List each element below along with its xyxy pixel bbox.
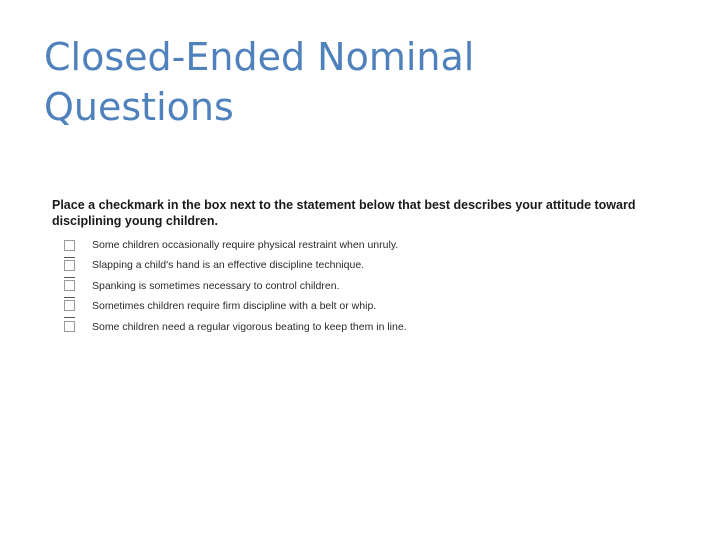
question-block: [52, 197, 692, 333]
answer-option: [52, 300, 652, 318]
checkbox-line-mark: [64, 297, 75, 298]
checkbox-line-mark: [64, 317, 75, 318]
answer-option-label: Spanking is sometimes necessary to control children.: [92, 280, 340, 292]
answer-checkbox[interactable]: [64, 260, 75, 271]
answer-options: [52, 229, 692, 333]
checkbox-line-mark: [64, 257, 75, 258]
answer-option-label: Slapping a child's hand is an effective discipline technique.: [92, 259, 365, 271]
question-prompt: Place a checkmark in the box next to the statement below that best describes your attitude toward disciplining young children.: [52, 198, 636, 228]
answer-option-label: Sometimes children require firm discipline with a belt or whip.: [92, 300, 377, 312]
answer-checkbox[interactable]: [64, 240, 75, 251]
slide-title: Closed-Ended Nominal Questions: [44, 35, 475, 129]
answer-option: [52, 280, 652, 298]
answer-option-label: Some children need a regular vigorous beating to keep them in line.: [92, 321, 407, 333]
answer-checkbox[interactable]: [64, 280, 75, 291]
answer-option: [52, 321, 652, 339]
answer-option-label: Some children occasionally require physical restraint when unruly.: [92, 239, 399, 251]
checkbox-line-mark: [64, 277, 75, 278]
answer-option: [52, 259, 652, 277]
answer-checkbox[interactable]: [64, 321, 75, 332]
answer-option: [52, 239, 652, 257]
answer-checkbox[interactable]: [64, 300, 75, 311]
